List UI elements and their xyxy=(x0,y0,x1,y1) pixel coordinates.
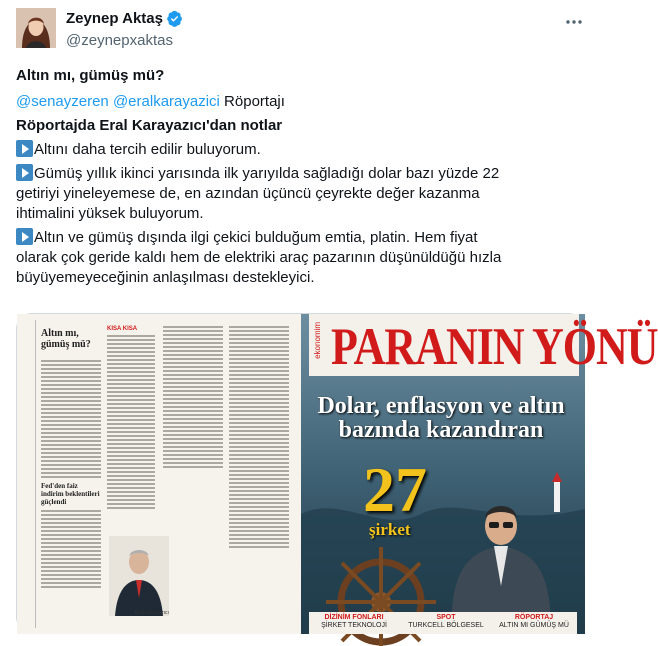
news-column-4 xyxy=(229,326,289,626)
more-options-icon[interactable] xyxy=(564,12,584,32)
tweet-media[interactable] xyxy=(16,313,658,633)
mention-eralkarayazici[interactable]: @eralkarayazici xyxy=(112,93,220,110)
point-3-line-2: olarak çok geride kaldı hem de elektriki araç pazarının düşünüldüğü hızla xyxy=(16,249,502,266)
point-2-line-3: ihtimalini yüksek buluyorum. xyxy=(16,205,204,222)
strip-1-text: ŞİRKET TEKNOLOJİ xyxy=(321,622,387,629)
cover-headline: Dolar, enflasyon ve altın bazında kazandıran xyxy=(317,393,565,443)
tweet-header xyxy=(16,8,584,56)
strip-item-3 xyxy=(495,614,573,630)
point-2-line-2: getiriyi yineleyemese de, en azından üçüncü çeyrekte değer kazanma xyxy=(16,185,480,202)
strip-3-kicker: RÖPORTAJ xyxy=(514,614,554,621)
interviewee-photo xyxy=(109,536,169,616)
tweet-subtitle: Röportajda Eral Karayazıcı'dan notlar xyxy=(16,117,283,134)
author-name-row xyxy=(66,10,183,27)
masthead-side-text: ekonomim xyxy=(313,322,322,359)
avatar[interactable] xyxy=(16,8,56,48)
point-3 xyxy=(16,228,584,288)
sidebar-kicker: KISA KISA xyxy=(107,326,138,332)
point-1-text: Altını daha tercih edilir buluyorum. xyxy=(34,141,261,158)
point-1 xyxy=(16,140,584,160)
author-name[interactable]: Zeynep Aktaş xyxy=(66,10,163,27)
cover-masthead xyxy=(309,314,658,376)
strip-2-text: TURKCELL BÖLGESEL xyxy=(408,622,484,629)
masthead-title: PARANIN YÖNÜ xyxy=(331,317,658,376)
strip-item-1 xyxy=(313,614,395,630)
strip-3-text: ALTIN MI GÜMÜŞ MÜ xyxy=(499,622,569,629)
mention-suffix: Röportajı xyxy=(219,93,285,110)
magazine-cover-image[interactable] xyxy=(301,314,658,634)
tweet-title: Altın mı, gümüş mü? xyxy=(16,67,165,84)
tweet-text xyxy=(16,62,584,288)
point-3-line-3: büyüyemeyeceğinin anlaşılması destekleyici. xyxy=(16,269,315,286)
verified-badge-icon xyxy=(166,10,183,27)
cover-number: 27 xyxy=(363,454,427,525)
cover-bottom-strip xyxy=(309,612,577,634)
photo-caption: Eral Karayazıcı xyxy=(135,610,169,616)
play-arrow-emoji-icon xyxy=(16,228,33,245)
point-3-line-1: Altın ve gümüş dışında ilgi çekici bulduğum emtia, platin. Hem fiyat xyxy=(34,229,478,246)
news-column-1 xyxy=(41,360,101,626)
mentions-line xyxy=(16,92,584,112)
strip-item-2 xyxy=(401,614,491,630)
play-arrow-emoji-icon xyxy=(16,140,33,157)
cover-number-label: şirket xyxy=(369,520,411,539)
newspaper-page-image[interactable] xyxy=(17,314,301,634)
strip-2-kicker: SPOT xyxy=(436,614,456,621)
strip-1-kicker: DİZİNİM FONLARI xyxy=(324,614,384,621)
mention-senayzeren[interactable]: @senayzeren xyxy=(16,93,109,110)
news-headline: Altın mı, gümüş mü? xyxy=(41,328,91,350)
play-arrow-emoji-icon xyxy=(16,164,33,181)
news-column-3 xyxy=(163,326,223,626)
news-subheadline: Fed'den faiz indirim beklentileri güçlendi xyxy=(41,482,100,506)
author-handle[interactable]: @zeynepxaktas xyxy=(66,32,173,49)
point-2-line-1: Gümüş yıllık ikinci yarısında ilk yarıyılda sağladığı dolar bazı yüzde 22 xyxy=(34,165,500,182)
point-2 xyxy=(16,164,584,224)
